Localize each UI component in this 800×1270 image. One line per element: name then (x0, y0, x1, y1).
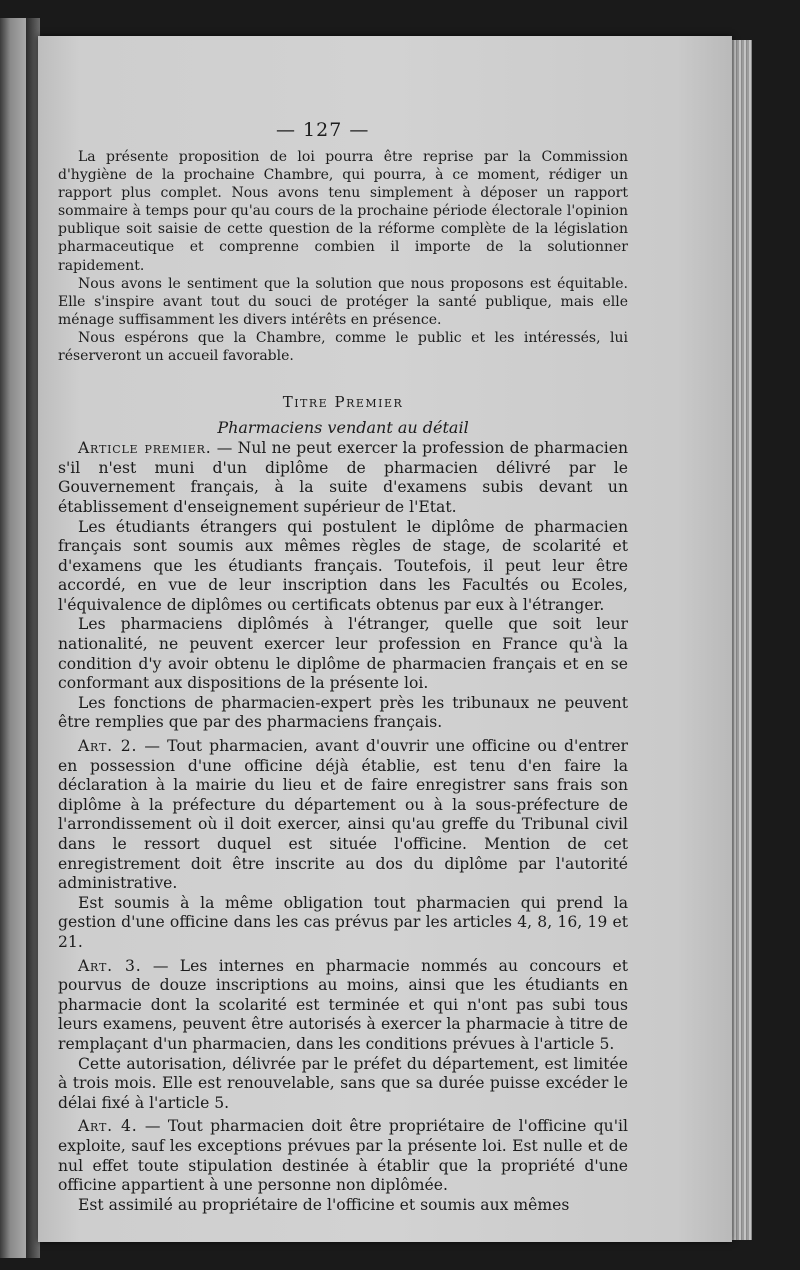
article-text: — Nul ne peut exercer la profession de pharmacien s'il n'est muni d'un diplôme de pharmacien délivré par le Gouvernement français, à la suite d'examens subis devant un établissement d'enseignement supérieur de l'Etat. (58, 439, 628, 516)
article-paragraph: Les fonctions de pharmacien-expert près les tribunaux ne peuvent être remplies que par des pharmaciens français. (58, 693, 628, 732)
article-paragraph (58, 957, 628, 1055)
article-paragraph: Cette autorisation, délivrée par le préfet du département, est limitée à trois mois. Elle est renouvelable, sans que sa durée puisse excéder le délai fixé à l'article 5. (58, 1054, 628, 1112)
article-paragraph (58, 737, 628, 894)
article-text: — Tout pharmacien, avant d'ouvrir une officine ou d'entrer en possession d'une officine déjà établie, est tenu d'en faire la déclaration à la mairie du lieu et de faire enregistrer sans frais son diplôme à la préfecture du département ou à la sous-préfecture de l'arrondissement où il doit exercer, ainsi qu'au greffe du Tribunal civil dans le ressort duquel est située l'officine. Mention de cet enregistrement doit être inscrite au dos du diplôme par l'autorité administrative. (58, 737, 628, 893)
article-label: Article premier. (78, 439, 212, 458)
article-paragraph (58, 439, 628, 517)
article-paragraph: Les pharmaciens diplômés à l'étranger, quelle que soit leur nationalité, ne peuvent exercer leur profession en France qu'à la condition d'y avoir obtenu le diplôme de pharmacien français et en se conformant aux dispositions de la présente loi. (58, 615, 628, 693)
title-heading: Titre Premier (282, 393, 404, 412)
article-label: Art. 2. (78, 737, 138, 756)
article-paragraph: Est soumis à la même obligation tout pharmacien qui prend la gestion d'une officine dans les cas prévus par les articles 4, 8, 16, 19 et 21. (58, 893, 628, 951)
book-page (38, 36, 732, 1242)
page-number: — 127 — (276, 119, 370, 141)
intro-paragraph: La présente proposition de loi pourra être reprise par la Commission d'hygiène de la prochaine Chambre, qui pourra, à ce moment, rédiger un rapport plus complet. Nous avons tenu simplement à déposer un rapport sommaire à temps pour qu'au cours de la prochaine période électorale l'opinion publique soit saisie de cette question de la réforme complète de la législation pharmaceutique et comprenne combien il importe de la solutionner rapidement. (58, 149, 628, 274)
intro-paragraph: Nous avons le sentiment que la solution que nous proposons est équitable. Elle s'inspire avant tout du souci de protéger la santé publique, mais elle ménage suffisamment les divers intérêts en présence. (58, 275, 628, 328)
intro-paragraph: Nous espérons que la Chambre, comme le public et les intéressés, lui réserveront un accueil favorable. (58, 329, 628, 365)
article-label: Art. 3. (78, 956, 142, 975)
previous-page-edge (0, 18, 26, 1258)
section-subtitle: Pharmaciens vendant au détail (217, 418, 469, 438)
article-paragraph: Est assimilé au propriétaire de l'officine et soumis aux mêmes (78, 1195, 570, 1214)
article-text: — Tout pharmacien doit être propriétaire de l'officine qu'il exploite, sauf les exceptions prévues par la présente loi. Est nulle et de nul effet toute stipulation destinée à établir que la propriété d'une officine appartient à une personne non diplômée. (58, 1117, 628, 1195)
article-label: Art. 4. (78, 1117, 138, 1136)
page-body (58, 116, 628, 1215)
article-paragraph: Les étudiants étrangers qui postulent le diplôme de pharmacien français sont soumis aux mêmes règles de stage, de scolarité et d'examens que les étudiants français. Toutefois, il peut leur être accordé, en vue de leur inscription dans les Facultés ou Ecoles, l'équivalence de diplômes ou certificats obtenus par eux à l'étranger. (58, 517, 628, 614)
page-stack-edge (732, 40, 752, 1240)
article-paragraph (58, 1117, 628, 1195)
article-text: — Les internes en pharmacie nommés au concours et pourvus de douze inscriptions au moins, ainsi que les étudiants en pharmacie dont la scolarité est terminée et qui n'ont pas subi tous leurs examens, peuvent être autorisés à exercer la pharmacie à titre de remplaçant d'un pharmacien, dans les conditions prévues à l'article 5. (58, 956, 628, 1053)
